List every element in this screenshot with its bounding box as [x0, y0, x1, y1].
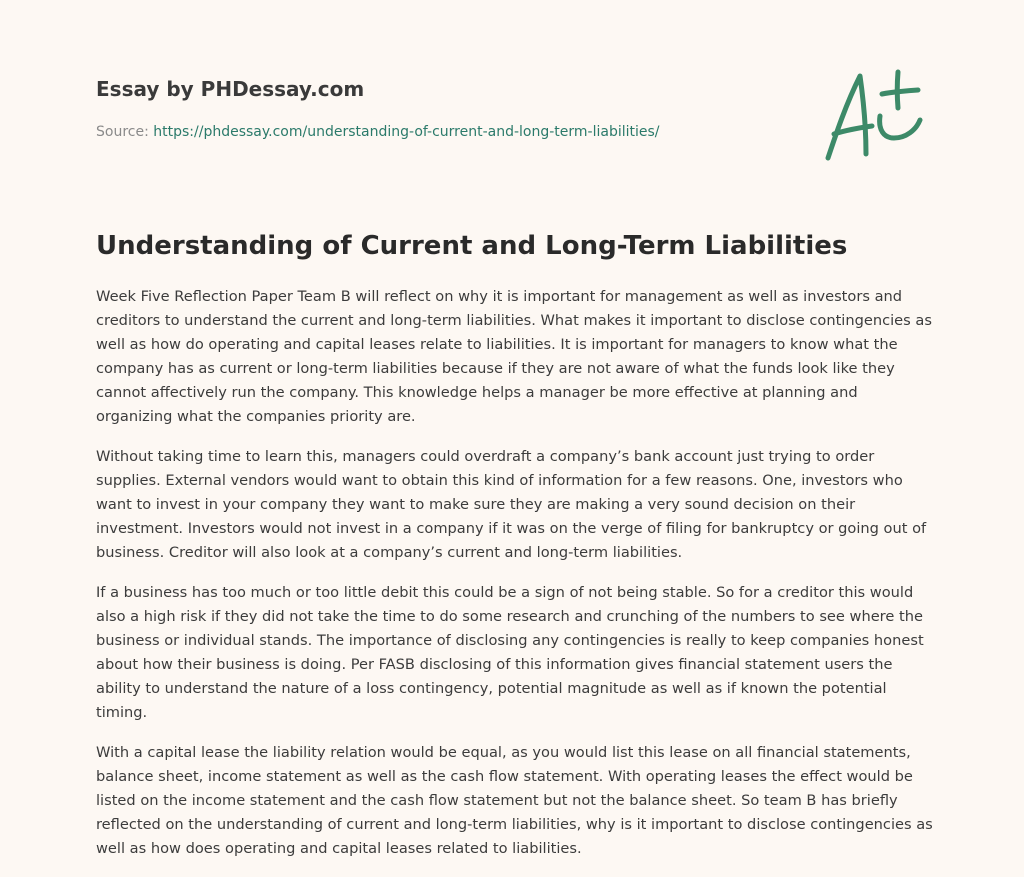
a-plus-logo-icon: [820, 64, 930, 164]
essay-body: [96, 285, 936, 877]
source-line: [96, 122, 796, 142]
essay-paragraph: Week Five Reflection Paper Team B will reflect on why it is important for management as well as investors and creditors to understand the current and long-term liabilities. What makes it important to disclose contingencies as well as how do operating and capital leases relate to liabilities. It is important for managers to know what the company has as current or long-term liabilities because if they are not aware of what the funds look like they cannot affectively run the company. This knowledge helps a manager be more effective at planning and organizing what the companies priority are.: [96, 288, 932, 425]
a-letter-stroke: [828, 76, 866, 158]
essay-paragraph: With a capital lease the liability relation would be equal, as you would list this lease on all financial statements, balance sheet, income statement as well as the cash flow statement. With operating leases the effect would be listed on the income statement and the cash flow statement but not the balance sheet. So team B has briefly reflected on the understanding of current and long-term liabilities, why is it important to disclose contingencies as well as how does operating and capital leases related to liabilities.: [96, 744, 933, 857]
plus-vertical-stroke: [897, 72, 898, 108]
site-title: Essay by PHDessay.com: [96, 77, 365, 101]
source-link[interactable]: https://phdessay.com/understanding-of-current-and-long-term-liabilities/: [153, 124, 660, 140]
essay-paragraph: If a business has too much or too little debit this could be a sign of not being stable. So for a creditor this would also a high risk if they did not take the time to do some research and crunching of the numbers to see where the business or individual stands. The importance of disclosing any contingencies is really to keep companies honest about how their business is doing. Per FASB disclosing of this information gives financial statement users the ability to understand the nature of a loss contingency, potential magnitude as well as if known the potential timing.: [96, 584, 924, 721]
header: [96, 74, 796, 142]
essay-paragraph: Without taking time to learn this, managers could overdraft a company’s bank account just trying to order supplies. External vendors would want to obtain this kind of information for a few reasons. One, investors who want to invest in your company they want to make sure they are making a very sound decision on their investment. Investors would not invest in a company if it was on the verge of filing for bankruptcy or going out of business. Creditor will also look at a company’s current and long-term liabilities.: [96, 448, 927, 561]
essay-title: Understanding of Current and Long-Term Liabilities: [96, 231, 848, 261]
hook-stroke: [880, 116, 920, 138]
source-label: Source:: [96, 124, 149, 140]
a-plus-logo-svg: [820, 64, 930, 164]
plus-horizontal-stroke: [882, 90, 918, 94]
